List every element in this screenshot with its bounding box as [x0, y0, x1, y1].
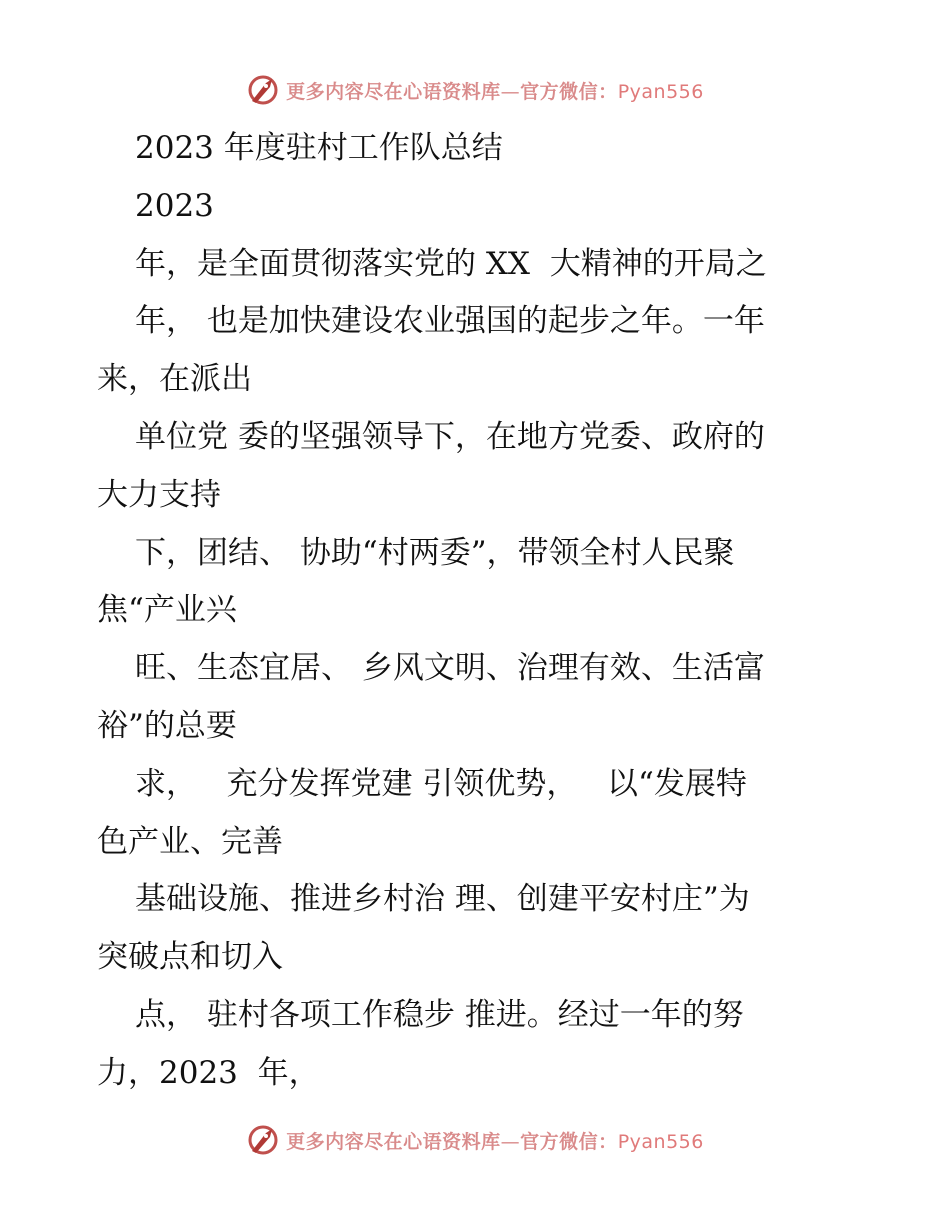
text-line: 基础设施、推进乡村治 理、创建平安村庄”为	[135, 881, 750, 918]
text-line: 裕”的总要	[97, 707, 237, 744]
text-line: 点， 驻村各项工作稳步 推进。经过一年的努	[135, 996, 744, 1033]
text-line: 色产业、完善	[97, 823, 283, 860]
text-line: 单位党 委的坚强领导下，在地方党委、政府的	[135, 418, 765, 455]
text-line: 来，在派出	[97, 361, 252, 398]
pen-nib-logo-icon	[246, 73, 280, 107]
footer-watermark-banner	[0, 1120, 950, 1160]
header-watermark-banner	[0, 70, 950, 110]
text-line: 大力支持	[97, 476, 221, 513]
text-line: 下，团结、 协助“村两委”，带领全村人民聚	[135, 534, 735, 571]
text-line: 2023 年度驻村工作队总结	[135, 130, 503, 166]
text-line: 2023	[135, 187, 214, 224]
text-line: 焦“产业兴	[97, 592, 237, 629]
banner-text: 更多内容尽在心语资料库—官方微信：Pyan556	[286, 1130, 704, 1153]
document-body	[97, 120, 837, 1103]
text-line: 突破点和切入	[97, 939, 283, 976]
text-line: 力，2023 年，	[97, 1054, 320, 1091]
text-line: 旺、生态宜居、 乡风文明、治理有效、生活富	[135, 650, 765, 687]
text-line: 年， 也是加快建设农业强国的起步之年。一年	[135, 303, 765, 340]
text-line: 年，是全面贯彻落实党的 XX 大精神的开局之	[135, 245, 767, 282]
text-line: 求， 充分发挥党建 引领优势， 以“发展特	[135, 765, 747, 802]
pen-nib-logo-icon	[246, 1123, 280, 1157]
banner-text: 更多内容尽在心语资料库—官方微信：Pyan556	[286, 80, 704, 103]
